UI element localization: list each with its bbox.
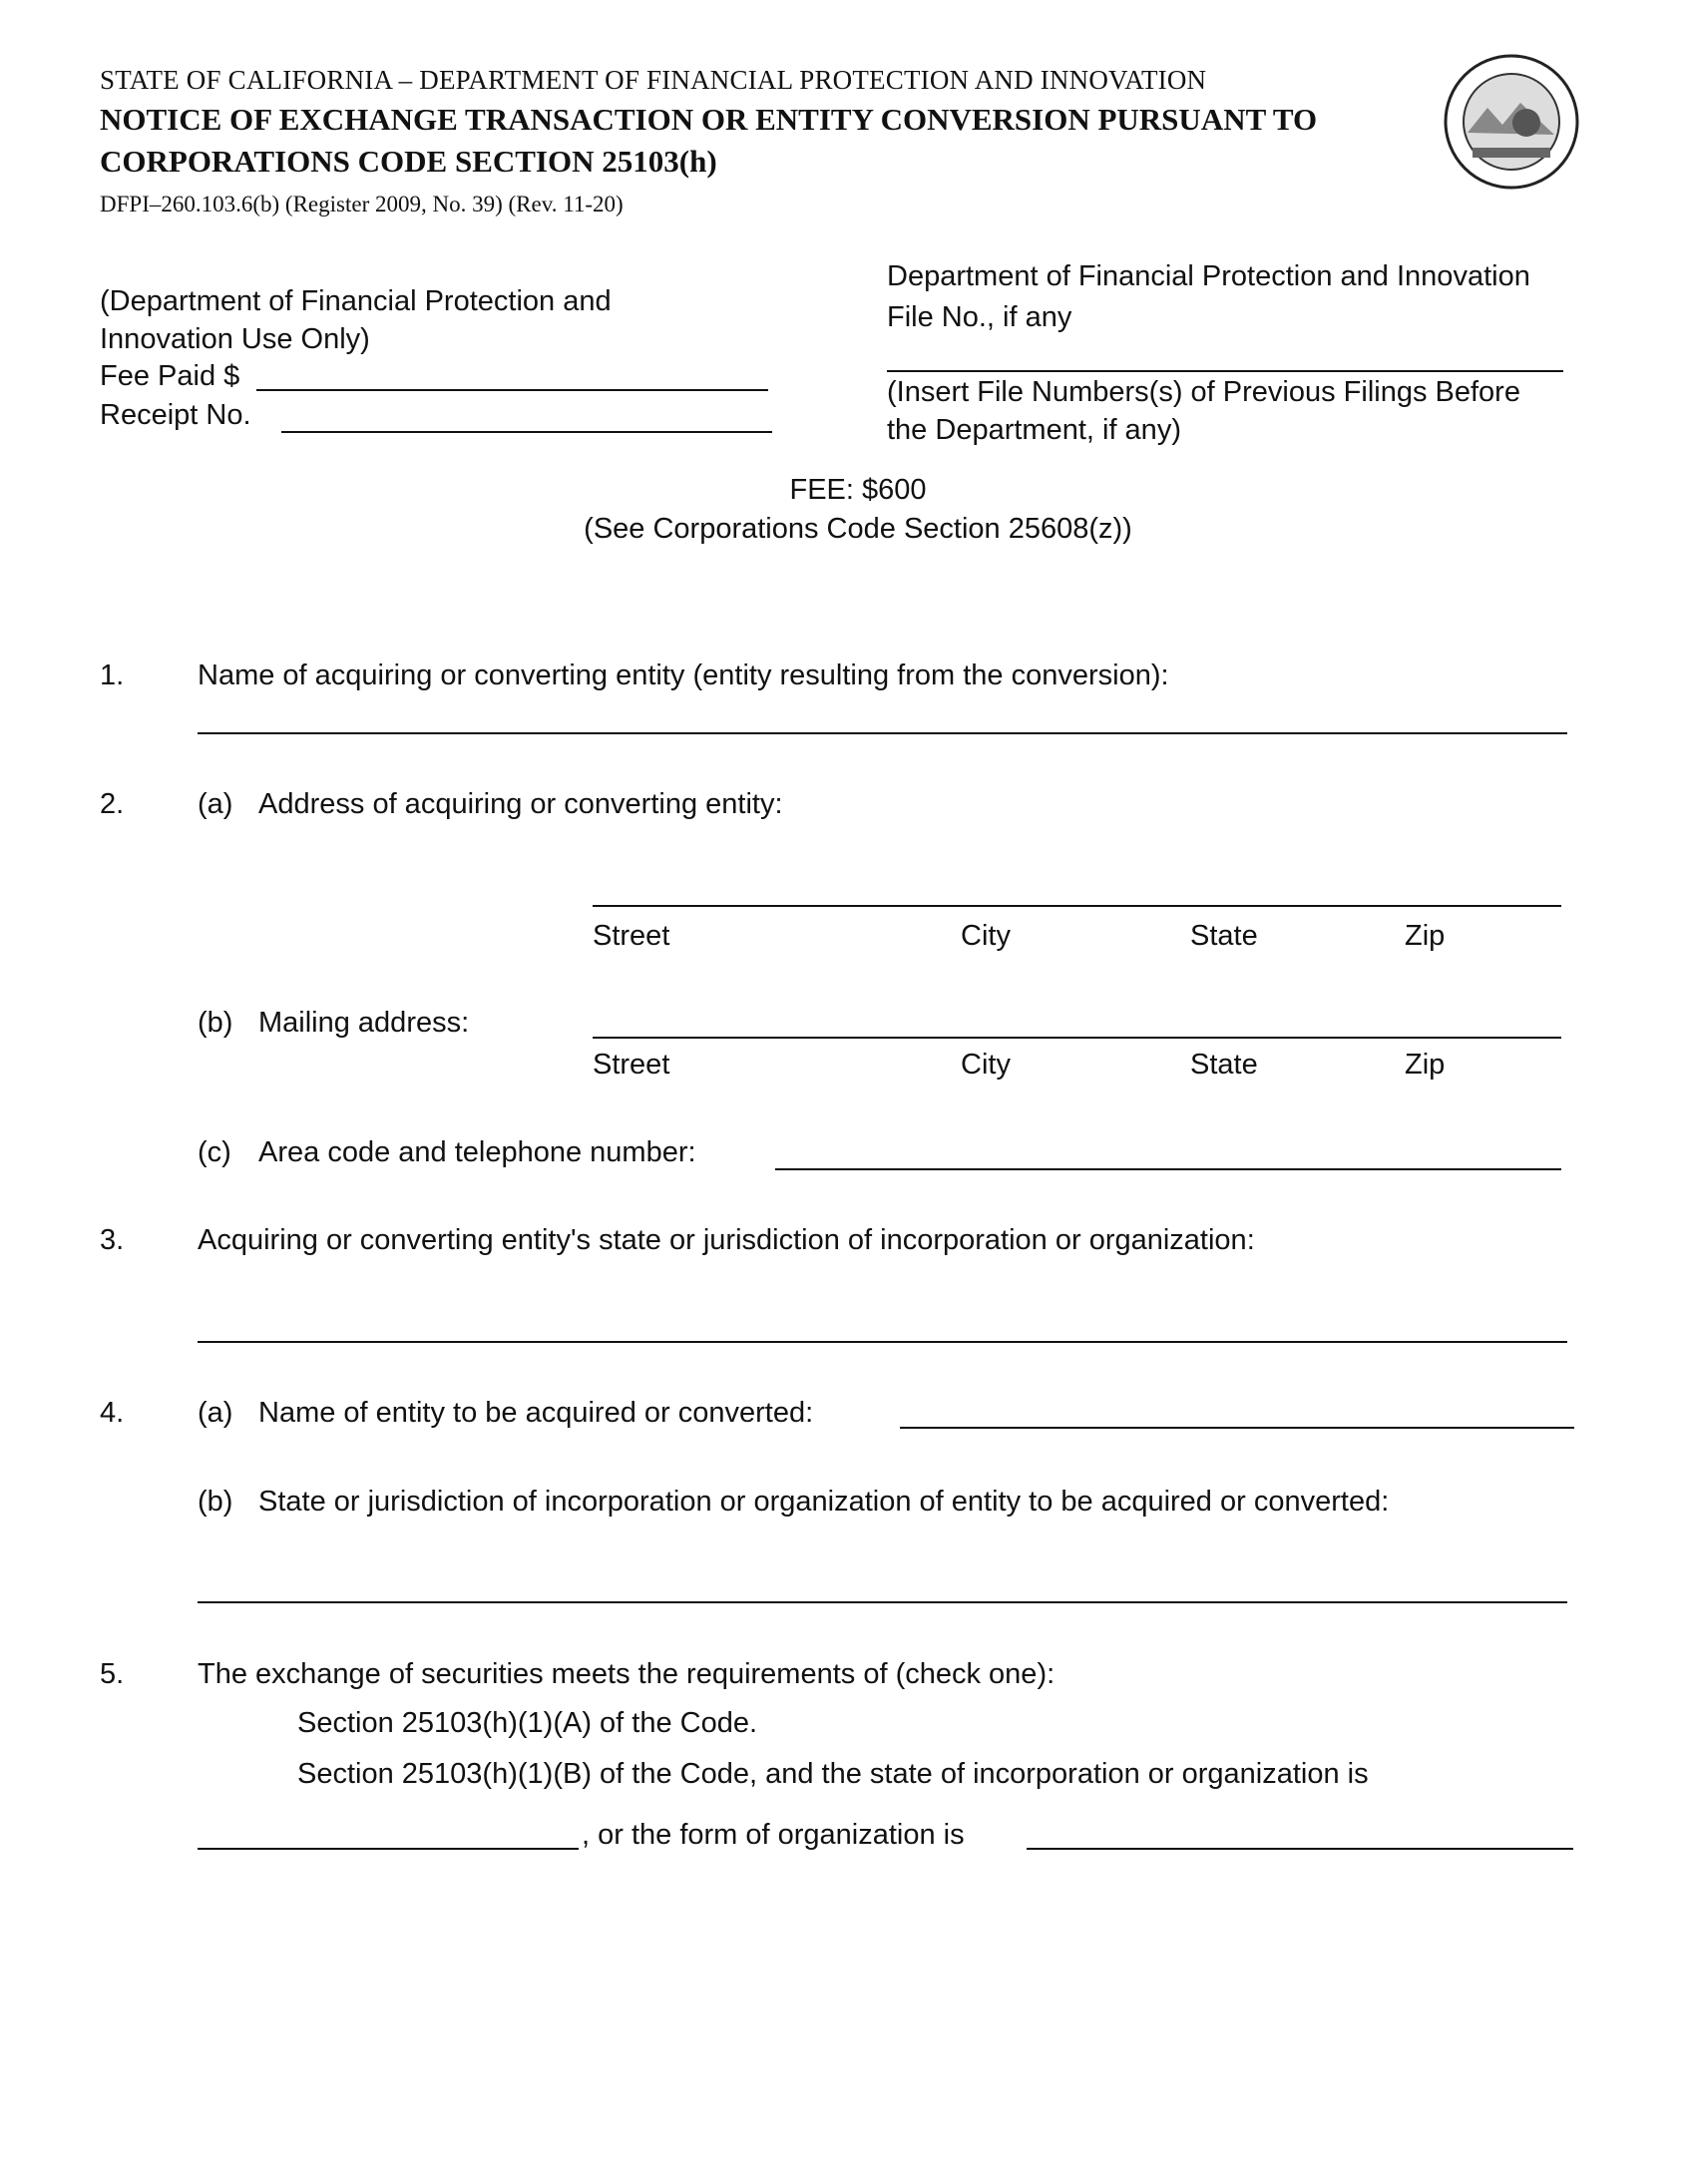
item2a-marker: (a) <box>198 788 233 820</box>
option-25103-h-1-a[interactable]: Section 25103(h)(1)(A) of the Code. <box>297 1707 758 1739</box>
city-label: City <box>961 920 1011 952</box>
item4a-marker: (a) <box>198 1397 233 1429</box>
form-title-line1: NOTICE OF EXCHANGE TRANSACTION OR ENTITY CONVERSION PURSUANT TO <box>100 102 1318 137</box>
street-label: Street <box>593 920 670 952</box>
item2c-marker: (c) <box>198 1136 231 1168</box>
item1-number: 1. <box>100 659 125 691</box>
zip-label: Zip <box>1405 1049 1446 1081</box>
mailing-address-field[interactable] <box>593 1037 1561 1039</box>
fee-paid-field[interactable] <box>256 389 768 391</box>
item5-number: 5. <box>100 1658 125 1690</box>
address-field[interactable] <box>593 905 1561 907</box>
receipt-field[interactable] <box>281 431 772 433</box>
acquired-entity-jurisdiction-field[interactable] <box>198 1601 1567 1603</box>
telephone-field[interactable] <box>775 1168 1561 1170</box>
acquiring-entity-name-field[interactable] <box>198 732 1567 734</box>
form-title-line2: CORPORATIONS CODE SECTION 25103(h) <box>100 144 717 179</box>
item3-number: 3. <box>100 1224 125 1256</box>
california-seal-icon <box>1443 53 1580 191</box>
item2a-label: Address of acquiring or converting entity: <box>258 788 783 820</box>
zip-label: Zip <box>1405 920 1446 952</box>
file-no-line1: Department of Financial Protection and Innovation <box>887 260 1530 292</box>
receipt-label: Receipt No. <box>100 399 251 431</box>
item4b-label: State or jurisdiction of incorporation or organization of entity to be acquired or converted: <box>258 1486 1390 1518</box>
item4a-label: Name of entity to be acquired or converted: <box>258 1397 814 1429</box>
form-of-organization-field[interactable] <box>1027 1848 1573 1850</box>
file-no-line2: File No., if any <box>887 301 1072 333</box>
jurisdiction-field[interactable] <box>198 1341 1567 1343</box>
fee-amount: FEE: $600 <box>789 474 927 506</box>
item4-number: 4. <box>100 1397 125 1429</box>
item3-label: Acquiring or converting entity's state or jurisdiction of incorporation or organization: <box>198 1224 1255 1256</box>
office-use-line1: (Department of Financial Protection and <box>100 285 612 317</box>
fee-paid-label: Fee Paid $ <box>100 360 240 392</box>
file-no-note2: the Department, if any) <box>887 414 1181 446</box>
item5-label: The exchange of securities meets the requirements of (check one): <box>198 1658 1055 1690</box>
item4b-marker: (b) <box>198 1486 233 1518</box>
option-25103-h-1-b[interactable]: Section 25103(h)(1)(B) of the Code, and the state of incorporation or organization is <box>297 1758 1369 1790</box>
city-label: City <box>961 1049 1011 1081</box>
file-no-field[interactable] <box>887 370 1563 372</box>
file-no-note1: (Insert File Numbers(s) of Previous Filings Before <box>887 376 1520 408</box>
fee-reference: (See Corporations Code Section 25608(z)) <box>584 513 1132 545</box>
item2b-marker: (b) <box>198 1007 233 1039</box>
office-use-line2: Innovation Use Only) <box>100 323 370 355</box>
item2b-label: Mailing address: <box>258 1007 470 1039</box>
item2c-label: Area code and telephone number: <box>258 1136 696 1168</box>
street-label: Street <box>593 1049 670 1081</box>
item2-number: 2. <box>100 788 125 820</box>
item1-label: Name of acquiring or converting entity (entity resulting from the conversion): <box>198 659 1169 691</box>
state-label: State <box>1190 1049 1258 1081</box>
state-of-incorporation-field[interactable] <box>198 1848 579 1850</box>
state-label: State <box>1190 920 1258 952</box>
form-id: DFPI–260.103.6(b) (Register 2009, No. 39) (Rev. 11-20) <box>100 192 624 217</box>
form-of-organization-label: , or the form of organization is <box>582 1819 965 1851</box>
acquired-entity-name-field[interactable] <box>900 1427 1574 1429</box>
agency-header: STATE OF CALIFORNIA – DEPARTMENT OF FINANCIAL PROTECTION AND INNOVATION <box>100 65 1207 95</box>
